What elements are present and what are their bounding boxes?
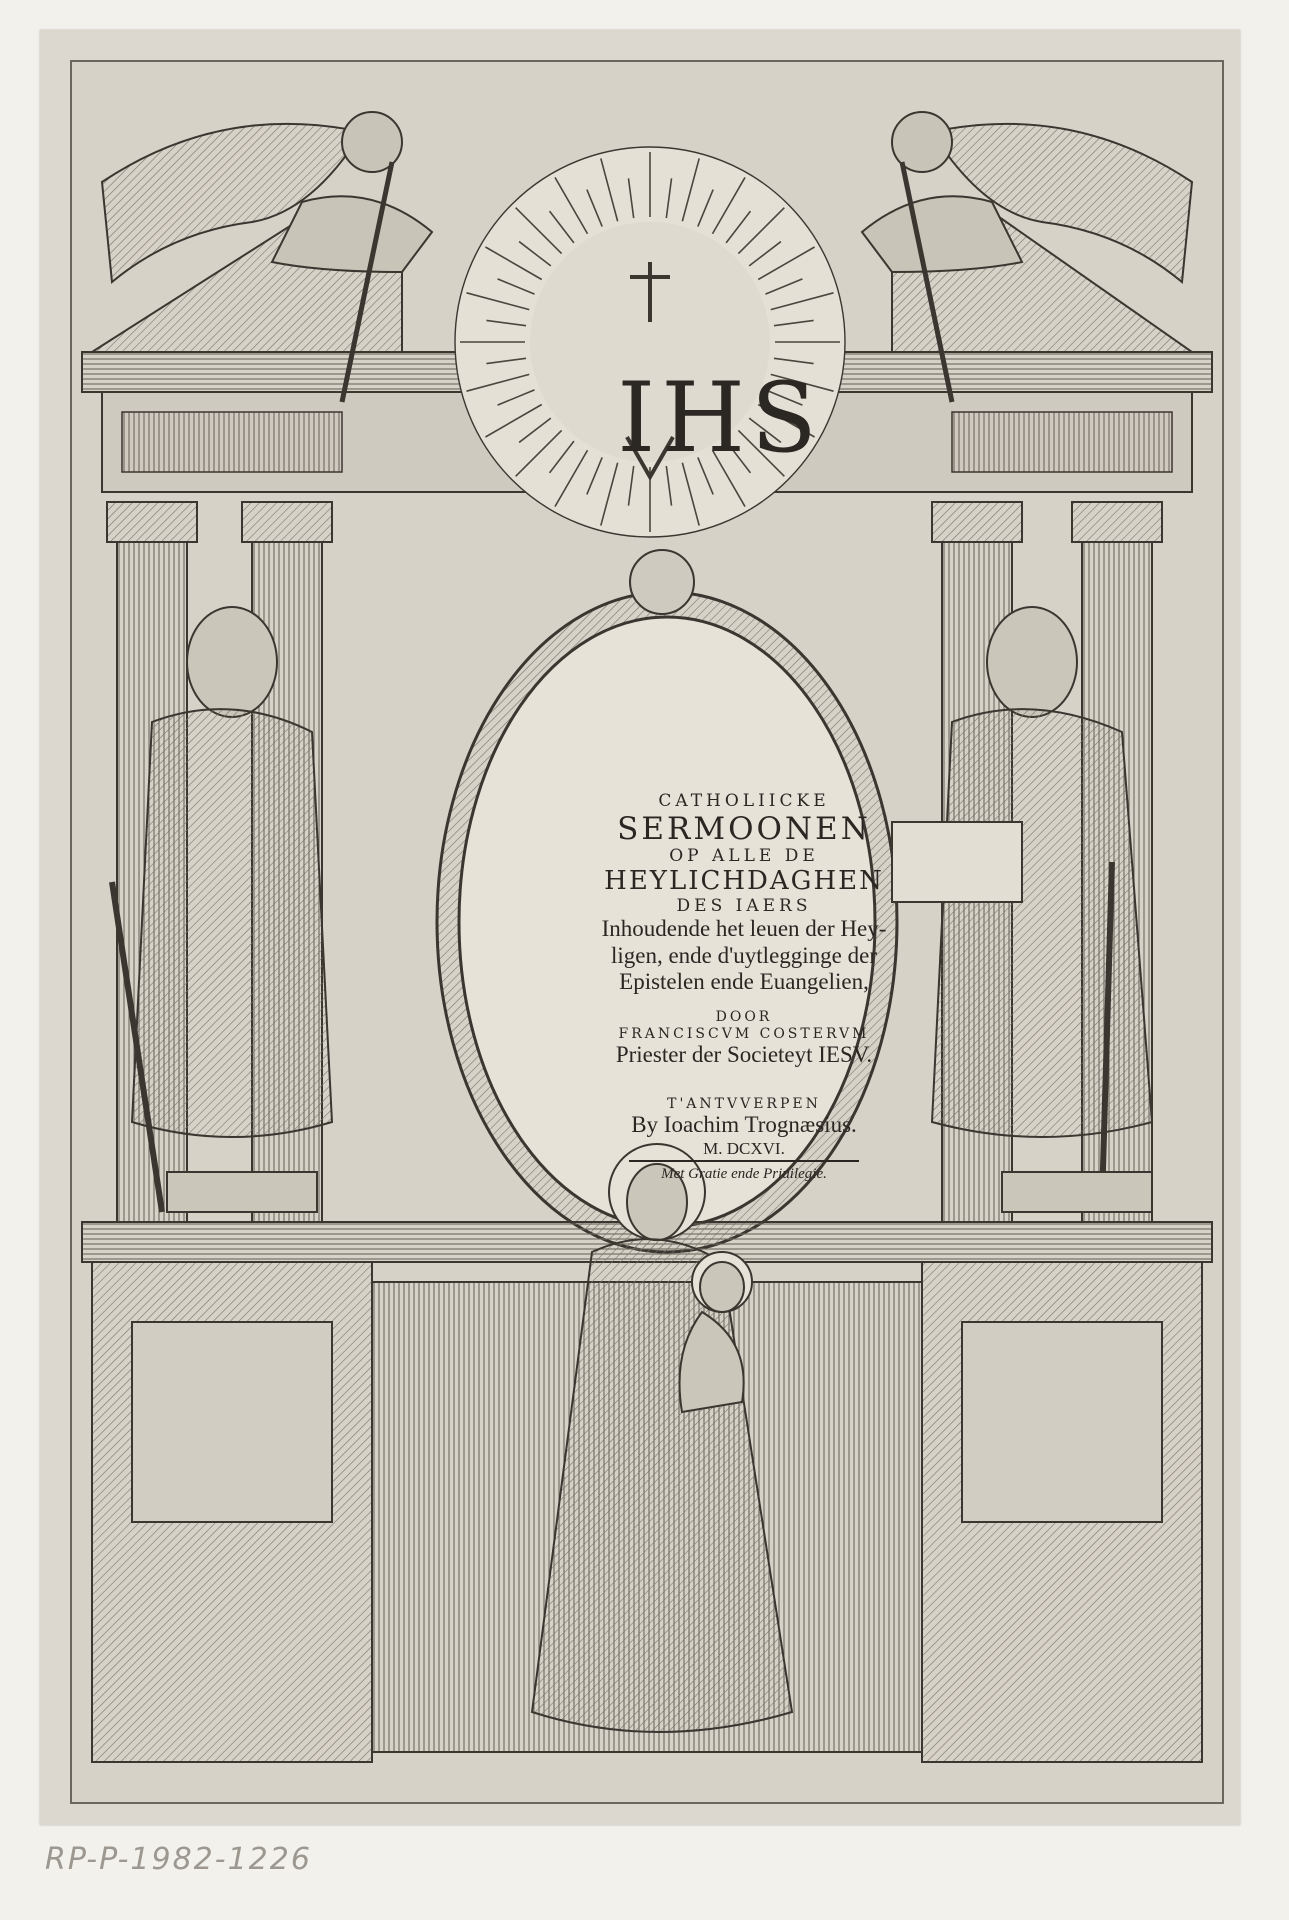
divider-rule	[629, 1160, 859, 1162]
title-text-block	[524, 792, 964, 1183]
publication-year: M. DCXVI.	[703, 1138, 785, 1158]
place-of-publication: T'ANTVVERPEN	[667, 1096, 821, 1113]
title-line-4: HEYLICHDAGHEN	[604, 865, 884, 896]
sunburst	[455, 147, 845, 537]
title-line-6: Inhoudende het leuen der Hey-	[601, 916, 887, 942]
author-prefix: DOOR	[715, 1009, 773, 1026]
author-name: FRANCISCVM COSTERVM	[618, 1025, 870, 1042]
engraved-plate	[70, 60, 1224, 1804]
title-line-7: ligen, ende d'uytlegginge der	[610, 942, 877, 968]
privilege-note: Met Gratie ende Priuilegie.	[661, 1166, 827, 1183]
title-line-5: DES IAERS	[676, 895, 812, 916]
title-line-8: Epistelen ende Euangelien,	[619, 969, 869, 995]
title-line-1: CATHOLIICKE	[658, 791, 830, 811]
publisher: By Ioachim Trognæsius.	[631, 1112, 857, 1138]
author-role: Priester der Societeyt IESV.	[615, 1041, 873, 1067]
ihs-monogram: IHS	[617, 362, 823, 474]
inventory-number: RP-P-1982-1226	[45, 1842, 312, 1877]
title-line-2: SERMOONEN	[617, 810, 871, 847]
title-line-3: OP ALLE DE	[669, 846, 819, 867]
